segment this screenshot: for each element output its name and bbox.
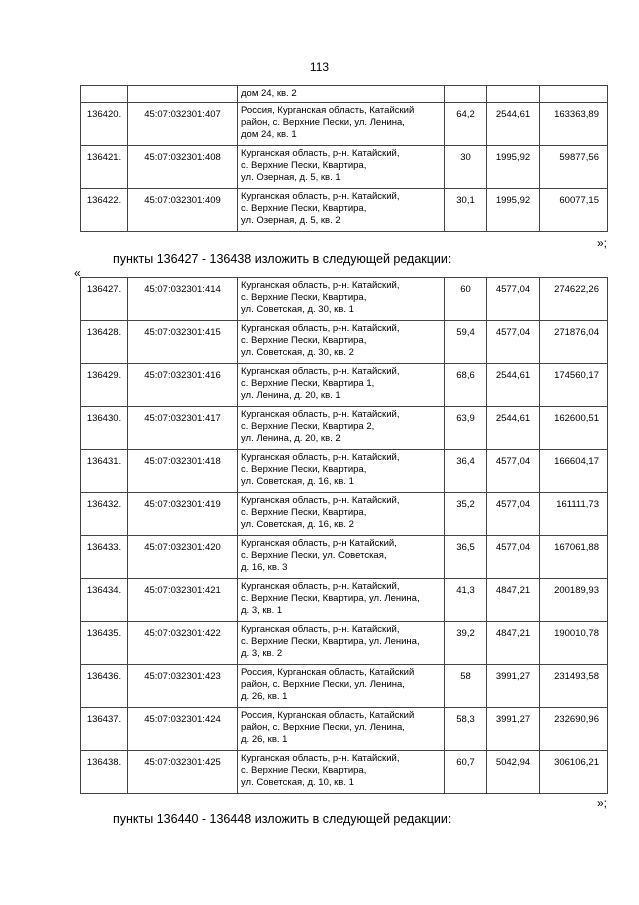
row-number-cell: 136434.: [81, 579, 128, 622]
row-number-cell: 136436.: [81, 665, 128, 708]
rate-cell: [487, 86, 540, 103]
value-cell: 163363,89: [540, 103, 608, 146]
rate-cell: 4577,04: [487, 536, 540, 579]
row-number-cell: 136435.: [81, 622, 128, 665]
address-cell: Курганская область, р-н. Катайский, с. Верхние Пески, Квартира, ул. Советская, д. 10, кв. 1: [238, 751, 445, 794]
area-cell: 36,5: [445, 536, 487, 579]
value-cell: 190010,78: [540, 622, 608, 665]
table-row: [81, 146, 608, 189]
address-cell: Курганская область, р-н. Катайский, с. Верхние Пески, Квартира, ул. Ленина, д. 3, кв. 1: [238, 579, 445, 622]
table-2-body: [81, 278, 608, 794]
rate-cell: 4577,04: [487, 450, 540, 493]
rate-cell: 4577,04: [487, 321, 540, 364]
rate-cell: 2544,61: [487, 364, 540, 407]
address-cell: Курганская область, р-н. Катайский, с. Верхние Пески, Квартира, ул. Советская, д. 16, кв. 2: [238, 493, 445, 536]
rate-cell: 2544,61: [487, 103, 540, 146]
value-cell: 200189,93: [540, 579, 608, 622]
opening-quote: «: [74, 266, 81, 280]
cadastral-number-cell: 45:07:032301:421: [128, 579, 238, 622]
table-row: [81, 708, 608, 751]
address-cell: Курганская область, р-н. Катайский, с. Верхние Пески, Квартира, ул. Советская, д. 16, кв. 1: [238, 450, 445, 493]
address-cell: Курганская область, р-н. Катайский, с. Верхние Пески, Квартира, ул. Озерная, д. 5, кв. 2: [238, 189, 445, 232]
row-number-cell: [81, 86, 128, 103]
address-cell: Россия, Курганская область, Катайский район, с. Верхние Пески, ул. Ленина, дом 24, кв. 1: [238, 103, 445, 146]
row-number-cell: 136431.: [81, 450, 128, 493]
address-cell: Россия, Курганская область, Катайский район, с. Верхние Пески, ул. Ленина, д. 26, кв. 1: [238, 665, 445, 708]
rate-cell: 4847,21: [487, 579, 540, 622]
rate-cell: 4847,21: [487, 622, 540, 665]
area-cell: 35,2: [445, 493, 487, 536]
table-row: [81, 278, 608, 321]
cadastral-number-cell: 45:07:032301:414: [128, 278, 238, 321]
row-number-cell: 136421.: [81, 146, 128, 189]
cadastral-number-cell: 45:07:032301:424: [128, 708, 238, 751]
cadastral-number-cell: 45:07:032301:415: [128, 321, 238, 364]
address-cell: Курганская область, р-н. Катайский, с. Верхние Пески, Квартира, ул. Советская, д. 30, кв. 1: [238, 278, 445, 321]
address-cell: Курганская область, р-н. Катайский, с. Верхние Пески, Квартира, ул. Советская, д. 30, кв. 2: [238, 321, 445, 364]
value-cell: 231493,58: [540, 665, 608, 708]
value-cell: 166604,17: [540, 450, 608, 493]
table-row: [81, 579, 608, 622]
address-cell: Курганская область, р-н. Катайский, с. Верхние Пески, Квартира, ул. Ленина, д. 3, кв. 2: [238, 622, 445, 665]
row-number-cell: 136420.: [81, 103, 128, 146]
table-row: [81, 665, 608, 708]
cadastral-number-cell: 45:07:032301:416: [128, 364, 238, 407]
rate-cell: 5042,94: [487, 751, 540, 794]
address-cell: Курганская область, р-н. Катайский, с. Верхние Пески, Квартира 2, ул. Ленина, д. 20, кв. 2: [238, 407, 445, 450]
cadastral-number-cell: [128, 86, 238, 103]
rate-cell: 1995,92: [487, 189, 540, 232]
table-row: [81, 407, 608, 450]
table-row: [81, 189, 608, 232]
table-1-body: [81, 86, 608, 232]
table-row: [81, 493, 608, 536]
value-cell: 161111,73: [540, 493, 608, 536]
value-cell: 60077,15: [540, 189, 608, 232]
row-number-cell: 136432.: [81, 493, 128, 536]
value-cell: 59877,56: [540, 146, 608, 189]
rate-cell: 4577,04: [487, 278, 540, 321]
row-number-cell: 136427.: [81, 278, 128, 321]
area-cell: 60: [445, 278, 487, 321]
table-row: [81, 321, 608, 364]
area-cell: 64,2: [445, 103, 487, 146]
area-cell: 63,9: [445, 407, 487, 450]
address-cell: Курганская область, р-н. Катайский, с. Верхние Пески, Квартира, ул. Озерная, д. 5, кв. 1: [238, 146, 445, 189]
area-cell: 58,3: [445, 708, 487, 751]
value-cell: 174560,17: [540, 364, 608, 407]
area-cell: 68,6: [445, 364, 487, 407]
table-row: [81, 622, 608, 665]
table-row: [81, 103, 608, 146]
table-row: [81, 450, 608, 493]
cadastral-number-cell: 45:07:032301:423: [128, 665, 238, 708]
row-number-cell: 136422.: [81, 189, 128, 232]
address-cell: дом 24, кв. 2: [238, 86, 445, 103]
value-cell: 167061,88: [540, 536, 608, 579]
rate-cell: 3991,27: [487, 665, 540, 708]
area-cell: 59,4: [445, 321, 487, 364]
area-cell: 41,3: [445, 579, 487, 622]
cadastral-number-cell: 45:07:032301:407: [128, 103, 238, 146]
value-cell: 271876,04: [540, 321, 608, 364]
property-table-1: [80, 85, 608, 232]
area-cell: 30,1: [445, 189, 487, 232]
value-cell: 274622,26: [540, 278, 608, 321]
rate-cell: 1995,92: [487, 146, 540, 189]
rate-cell: 2544,61: [487, 407, 540, 450]
table-row: [81, 86, 608, 103]
page-number: 113: [309, 60, 330, 74]
rate-cell: 4577,04: [487, 493, 540, 536]
area-cell: [445, 86, 487, 103]
table-row: [81, 364, 608, 407]
closing-quote-2: »;: [596, 796, 607, 810]
address-cell: Россия, Курганская область, Катайский район, с. Верхние Пески, ул. Ленина, д. 26, кв. 1: [238, 708, 445, 751]
value-cell: 162600,51: [540, 407, 608, 450]
row-number-cell: 136433.: [81, 536, 128, 579]
cadastral-number-cell: 45:07:032301:419: [128, 493, 238, 536]
cadastral-number-cell: 45:07:032301:418: [128, 450, 238, 493]
cadastral-number-cell: 45:07:032301:420: [128, 536, 238, 579]
rate-cell: 3991,27: [487, 708, 540, 751]
area-cell: 30: [445, 146, 487, 189]
cadastral-number-cell: 45:07:032301:409: [128, 189, 238, 232]
area-cell: 58: [445, 665, 487, 708]
value-cell: [540, 86, 608, 103]
address-cell: Курганская область, р-н Катайский, с. Верхние Пески, ул. Советская, д. 16, кв. 3: [238, 536, 445, 579]
paragraph-2: пункты 136440 - 136448 изложить в следующей редакции:: [113, 812, 452, 826]
cadastral-number-cell: 45:07:032301:417: [128, 407, 238, 450]
cadastral-number-cell: 45:07:032301:425: [128, 751, 238, 794]
closing-quote-1: »;: [596, 236, 607, 250]
paragraph-1: пункты 136427 - 136438 изложить в следующей редакции:: [113, 252, 452, 266]
table-row: [81, 536, 608, 579]
row-number-cell: 136428.: [81, 321, 128, 364]
area-cell: 60,7: [445, 751, 487, 794]
area-cell: 36,4: [445, 450, 487, 493]
cadastral-number-cell: 45:07:032301:422: [128, 622, 238, 665]
area-cell: 39,2: [445, 622, 487, 665]
value-cell: 306106,21: [540, 751, 608, 794]
cadastral-number-cell: 45:07:032301:408: [128, 146, 238, 189]
row-number-cell: 136430.: [81, 407, 128, 450]
address-cell: Курганская область, р-н. Катайский, с. Верхние Пески, Квартира 1, ул. Ленина, д. 20, кв. 1: [238, 364, 445, 407]
table-row: [81, 751, 608, 794]
property-table-2: [80, 277, 608, 794]
row-number-cell: 136438.: [81, 751, 128, 794]
row-number-cell: 136437.: [81, 708, 128, 751]
row-number-cell: 136429.: [81, 364, 128, 407]
value-cell: 232690,96: [540, 708, 608, 751]
